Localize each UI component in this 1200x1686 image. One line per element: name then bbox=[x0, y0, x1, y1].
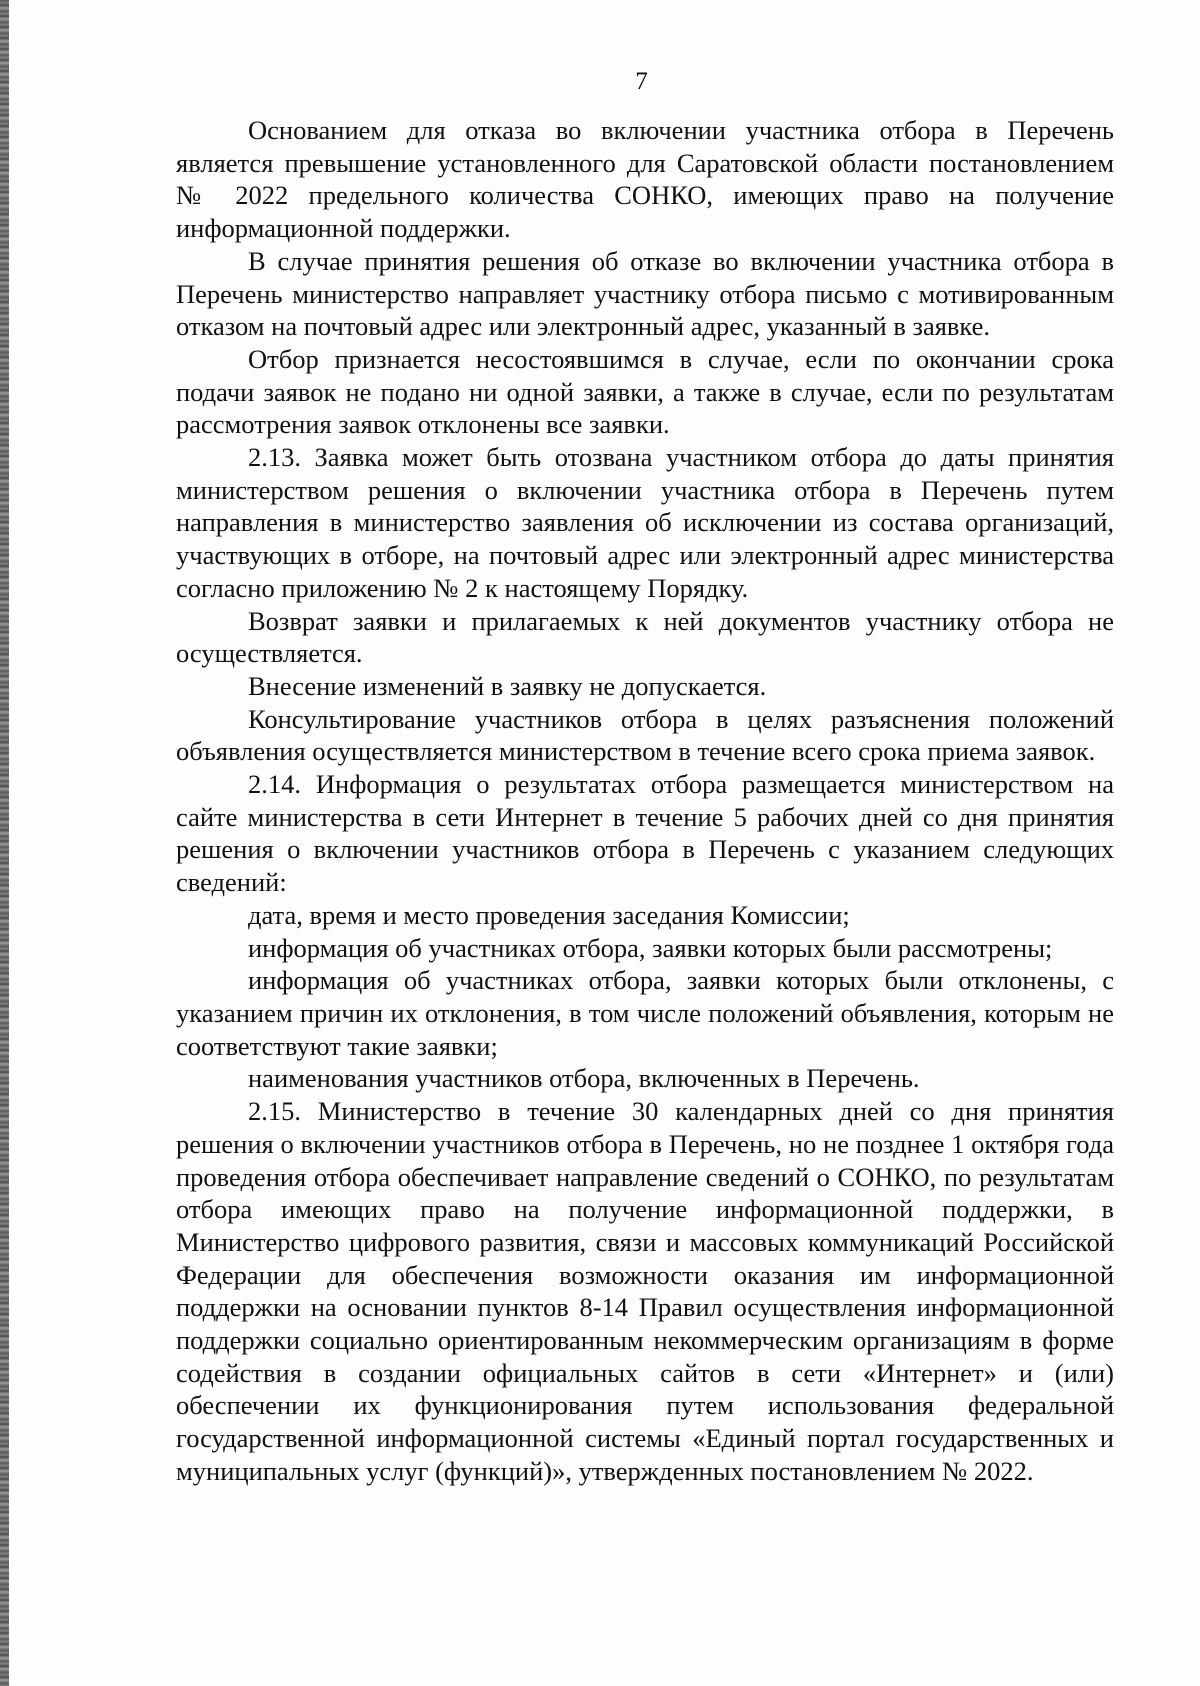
document-body bbox=[176, 114, 1114, 1488]
paragraph-refusal-notice: В случае принятия решения об отказе во включении участника отбора в Перечень министерство направляет участнику отбора письмо с мотивированным отказом на почтовый адрес или электронный адрес, указанный в заявке. bbox=[176, 245, 1114, 342]
paragraph-failed-selection: Отбор признается несостоявшимся в случае, если по окончании срока подачи заявок не подано ни одной заявки, а также в случае, если по результатам рассмотрения заявок отклонены все заявки. bbox=[176, 343, 1114, 440]
paragraph-2-13: 2.13. Заявка может быть отозвана участником отбора до даты принятия министерством решения о включении участника отбора в Перечень путем направления в министерство заявления об исключении из состава организаций, участвующих в отборе, на почтовый адрес или электронный адрес министерства согласно приложению № 2 к настоящему Порядку. bbox=[176, 442, 1114, 603]
list-item-included: наименования участников отбора, включенных в Перечень. bbox=[248, 1063, 920, 1094]
paragraph-no-return: Возврат заявки и прилагаемых к ней документов участнику отбора не осуществляется. bbox=[176, 605, 1114, 669]
scan-edge bbox=[0, 0, 9, 1686]
page-number: 7 bbox=[635, 68, 648, 95]
list-item-reviewed: информация об участниках отбора, заявки которых были рассмотрены; bbox=[248, 932, 1053, 963]
paragraph-consulting: Консультирование участников отбора в целях разъяснения положений объявления осуществляется министерством в течение всего срока приема заявок. bbox=[176, 703, 1114, 767]
paragraph-2-14: 2.14. Информация о результатах отбора размещается министерством на сайте министерства в сети Интернет в течение 5 рабочих дней со дня принятия решения о включении участников отбора в Перечень с указанием следующих сведений: bbox=[176, 769, 1114, 898]
list-item-rejected: информация об участниках отбора, заявки которых были отклонены, с указанием причин их отклонения, в том числе положений объявления, которым не соответствуют такие заявки; bbox=[176, 965, 1114, 1061]
list-item-date-time-place: дата, время и место проведения заседания Комиссии; bbox=[248, 899, 850, 930]
paragraph-2-15: 2.15. Министерство в течение 30 календарных дней со дня принятия решения о включении участников отбора в Перечень, но не позднее 1 октября года проведения отбора обеспечивает направление сведений о СОНКО, по результатам отбора имеющих право на получение информационной поддержки, в Министерство цифрового развития, связи и массовых коммуникаций Российской Федерации для обеспечения возможности оказания им информационной поддержки на основании пунктов 8-14 Правил осуществления информационной поддержки социально ориентированным некоммерческим организациям в форме содействия в создании официальных сайтов в сети «Интернет» и (или) обеспечении их функционирования путем использования федеральной государственной информационной системы «Единый портал государственных и муниципальных услуг (функций)», утвержденных постановлением № 2022. bbox=[176, 1096, 1114, 1486]
paragraph-no-changes: Внесение изменений в заявку не допускается. bbox=[248, 670, 767, 701]
paragraph-refusal-basis: Основанием для отказа во включении участника отбора в Перечень является превышение установленного для Саратовской области постановлением № 2022 предельного количества СОНКО, имеющих право на получение информационной поддержки. bbox=[176, 115, 1114, 244]
